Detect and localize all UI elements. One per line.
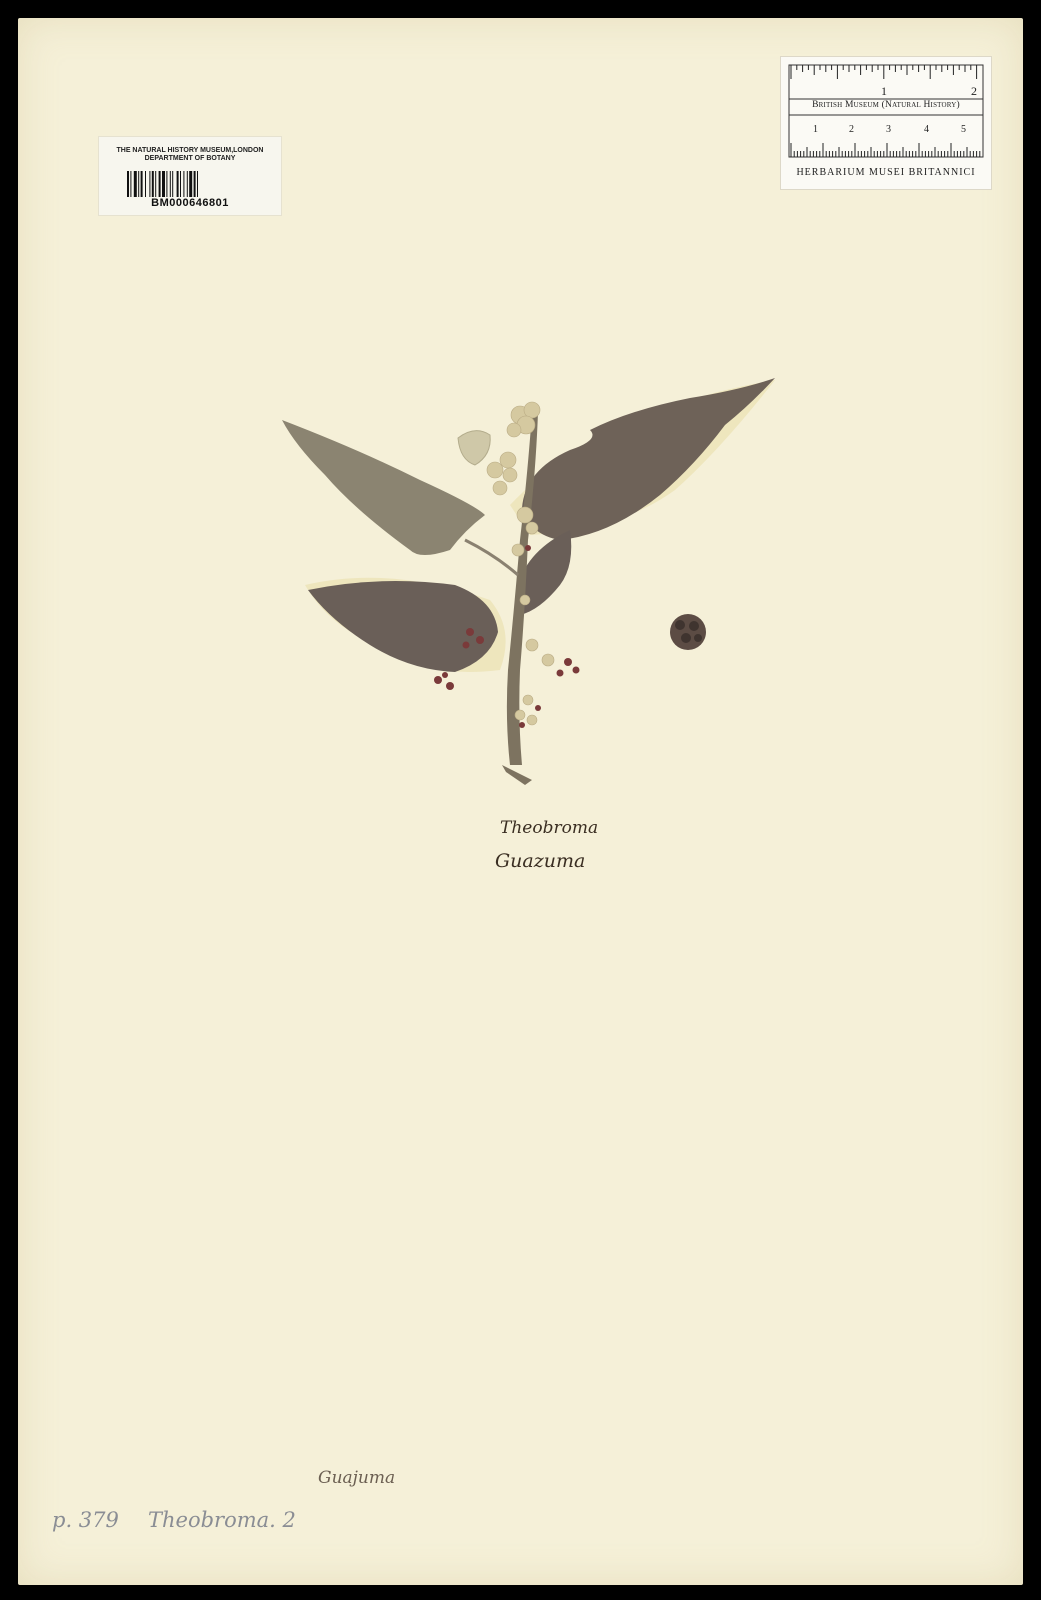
annotation-theobroma: Theobroma. 2 xyxy=(148,1508,296,1532)
annotation-page-ref: p. 379 xyxy=(52,1508,119,1532)
leaf-small-fragment xyxy=(458,431,490,465)
museum-name: THE NATURAL HISTORY MUSEUM,LONDON xyxy=(116,147,264,154)
loose-fruit xyxy=(670,614,706,650)
annotation-guazuma: Guajuma xyxy=(318,1468,396,1488)
leaf-upper-left xyxy=(282,420,485,555)
cm-label-1: 1 xyxy=(813,124,818,135)
determination-genus: Theobroma xyxy=(500,818,599,838)
museum-scale-title: British Museum (Natural History) xyxy=(812,100,960,110)
leaf-upper-right xyxy=(522,378,775,540)
stem-base xyxy=(502,765,532,785)
cm-label-4: 4 xyxy=(924,124,929,135)
determination-species: Guazuma xyxy=(495,850,586,872)
stem-branch xyxy=(465,540,518,575)
scale-ruler-label xyxy=(780,56,992,190)
department-name: DEPARTMENT OF BOTANY xyxy=(144,155,236,162)
barcode-bars xyxy=(127,171,257,197)
cm-label-5: 5 xyxy=(961,124,966,135)
cm-label-3: 3 xyxy=(886,124,891,135)
cm-label-2: 2 xyxy=(849,124,854,135)
barcode-number: BM000646801 xyxy=(151,197,229,209)
barcode-label-title xyxy=(99,147,281,163)
herbarium-title: HERBARIUM MUSEI BRITANNICI xyxy=(796,167,976,178)
inch-label-1: 1 xyxy=(881,84,887,98)
leaf-lower-left xyxy=(308,581,498,672)
plant-specimen xyxy=(270,370,810,810)
inch-label-2: 2 xyxy=(971,84,977,98)
barcode-label xyxy=(98,136,282,216)
